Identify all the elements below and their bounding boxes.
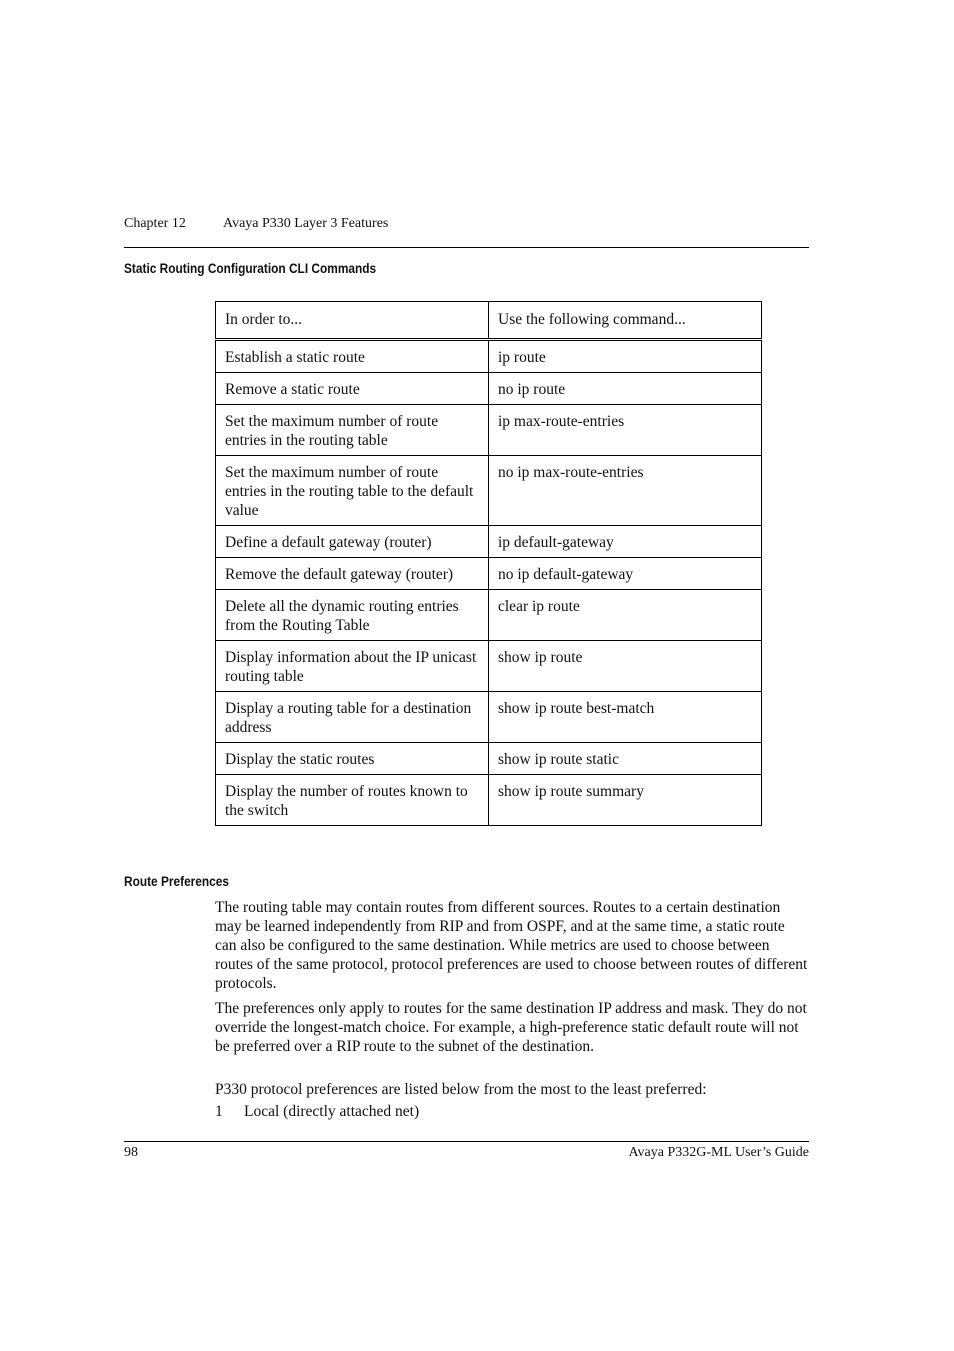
table-row: [216, 641, 762, 692]
command-cell: show ip route summary: [489, 775, 762, 826]
paragraph-text: The preferences only apply to routes for the same destination IP address and mask. They do not override the longest-match choice. For example, a high-preference static default route will not be preferred over a RIP route to the subnet of the destination.: [215, 1000, 807, 1055]
column-header-command: Use the following command...: [489, 302, 762, 340]
cli-commands-table: [215, 301, 762, 826]
body-paragraph: [215, 1080, 809, 1099]
page-number: 98: [124, 1145, 138, 1160]
action-cell: Display the static routes: [216, 743, 489, 775]
list-item-text: Local (directly attached net): [244, 1103, 420, 1120]
command-cell: show ip route: [489, 641, 762, 692]
section-heading-static-routing: Static Routing Configuration CLI Commands: [124, 261, 377, 276]
table-row: [216, 590, 762, 641]
command-cell: ip max-route-entries: [489, 405, 762, 456]
column-header-action: In order to...: [216, 302, 489, 340]
section-heading-route-preferences: Route Preferences: [124, 874, 229, 889]
table-row: [216, 340, 762, 373]
action-cell: Display a routing table for a destination address: [216, 692, 489, 743]
command-cell: ip route: [489, 340, 762, 373]
paragraph-text: The routing table may contain routes from different sources. Routes to a certain destination may be learned independently from RIP and from OSPF, and at the same time, a static route can also be configured to the same destination. While metrics are used to choose between routes of the same protocol, protocol preferences are used to choose between routes of different protocols.: [215, 899, 808, 992]
command-cell: no ip default-gateway: [489, 558, 762, 590]
table-row: [216, 405, 762, 456]
command-cell: show ip route static: [489, 743, 762, 775]
command-cell: clear ip route: [489, 590, 762, 641]
list-item-number: 1: [215, 1103, 223, 1120]
chapter-label: Chapter 12: [124, 216, 186, 231]
table-row: [216, 558, 762, 590]
table-row: [216, 775, 762, 826]
body-paragraph: [215, 898, 809, 993]
action-cell: Set the maximum number of route entries in the routing table: [216, 405, 489, 456]
action-cell: Display information about the IP unicast routing table: [216, 641, 489, 692]
table-header-row: [216, 302, 762, 340]
header-divider: [124, 247, 809, 248]
command-cell: ip default-gateway: [489, 526, 762, 558]
action-cell: Remove a static route: [216, 373, 489, 405]
action-cell: Delete all the dynamic routing entries from the Routing Table: [216, 590, 489, 641]
action-cell: Remove the default gateway (router): [216, 558, 489, 590]
action-cell: Display the number of routes known to the switch: [216, 775, 489, 826]
command-cell: show ip route best-match: [489, 692, 762, 743]
body-paragraph: [215, 999, 809, 1056]
table-row: [216, 456, 762, 526]
chapter-title: Avaya P330 Layer 3 Features: [223, 216, 389, 231]
command-cell: no ip route: [489, 373, 762, 405]
running-header: [124, 215, 809, 237]
footer-divider: [124, 1141, 809, 1142]
action-cell: Set the maximum number of route entries in the routing table to the default value: [216, 456, 489, 526]
table-row: [216, 526, 762, 558]
guide-title: Avaya P332G-ML User’s Guide: [628, 1145, 809, 1160]
action-cell: Establish a static route: [216, 340, 489, 373]
table-row: [216, 373, 762, 405]
table-row: [216, 743, 762, 775]
table-row: [216, 692, 762, 743]
action-cell: Define a default gateway (router): [216, 526, 489, 558]
command-cell: no ip max-route-entries: [489, 456, 762, 526]
paragraph-text: P330 protocol preferences are listed below from the most to the least preferred:: [215, 1081, 707, 1098]
